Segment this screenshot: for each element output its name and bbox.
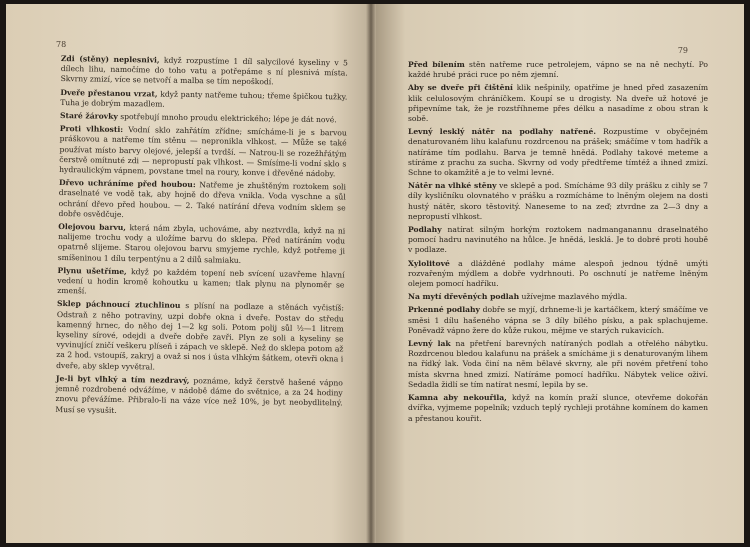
paragraph-heading: Levný lak: [408, 339, 451, 349]
paragraph: [408, 292, 708, 302]
paragraph-heading: Olejovou barvu,: [58, 222, 127, 233]
paragraph-heading: Dřevo uchráníme před houbou:: [58, 178, 196, 190]
paragraph: [55, 374, 343, 419]
open-book: [6, 4, 744, 543]
paragraph: [60, 111, 347, 126]
paragraph-body: užívejme mazlavého mýdla.: [521, 292, 628, 302]
paragraph-body: klik nešpinily, opatříme je hned před zasazením klik celulosovým chráníčkem. Koupí se u drogisty. Na dveře už hotové je připevníme tak, že je rozstříhneme přes délku a nasadíme z obou stran k sobě.: [408, 83, 709, 124]
paragraph-heading: Prkenné podlahy: [408, 305, 480, 315]
paragraph: [408, 393, 708, 424]
paragraph-heading: Kamna aby nekouřila,: [408, 393, 507, 403]
paragraph: [408, 225, 708, 256]
paragraph-heading: Je-li byt vlhký a tím nezdravý,: [55, 373, 190, 385]
paragraph-body: stěn natřeme ruce petrolejem, vápno se na ně nechytí. Po každé hrubé práci ruce po něm zjemní.: [408, 60, 708, 80]
paragraph-heading: Xylolitové: [408, 258, 450, 268]
paragraph: [58, 178, 346, 223]
paragraph-heading: Před bílením: [408, 60, 465, 69]
paragraph-body: poznáme, když čerstvě hašené vápno jemně rozdrobené odvážíme, v nádobě dáme do světnice, a za 24 hodiny znovu převážíme. Přibralo-li na váze více než 10%, je byt neobydlitelný. Musí se vysušit.: [55, 376, 343, 415]
right-page-text: [408, 60, 708, 427]
right-page: [376, 4, 744, 543]
paragraph-body: Vodní sklo zahřátím zřídne; smícháme-li je s barvou práškovou a natřeme tím stěnu — nepronikla vlhkost. — Může se také používat místo barvy olejové, jelepší a tvrdší. — Natrou-li se rozežhřátým čerstvě omítnuté zdi — nepropustí pak vlhkost. — Smísíme-li vodní sklo s hydraulickým vápnem, povstane tmel na roury, konve i dřevěné nádoby.: [59, 125, 347, 179]
paragraph-heading: Podlahy: [408, 225, 442, 235]
paragraph: [408, 305, 708, 336]
paragraph-body: ve sklepě a pod. Smícháme 93 díly prášku z cihly se 7 díly kysličníku olovnatého v prášku a rozmícháme to lněným olejem na dosti hustý nátěr, skoro těstovitý. Naneseme to na zeď; ztvrdne za 2—3 dny a nepropustí vlhkost.: [408, 181, 708, 221]
left-page: [6, 4, 376, 543]
paragraph-body: která nám zbyla, uchováme, aby neztvrdla, když na ni nalijeme trochu vody a uložíme barvu do sklepa. Před natíráním vodu opatrně slijeme. Starou olejovou barvu smyjeme rychle, když potřeme ji smíšeninou 1 dílu terpentýnu a 2 dílů salmiaku.: [57, 223, 346, 265]
paragraph-body: dobře se myjí, drhneme-li je kartáčkem, který smáčíme ve směsi 1 dílu hašeného vápna se 3 díly bílého písku, a pak splachujeme. Poněvadž vápno žere do kůže rukou, mějme ve starých rukavicích.: [408, 305, 709, 335]
page-number-left: 78: [56, 40, 67, 49]
paragraph-heading: Plynu ušetříme,: [57, 265, 127, 276]
paragraph-body: s plísní na podlaze a stěnách vyčistíš: Odstraň z něho potraviny, uzpi dobře okna i dveře. Postav do středu kamenný hrnec, do něho dej 1—2 kg soli. Potom polij sůl ½—1 litrem kyseliny sírové, odejdi a dveře dobře zavři. Plyn ze soli a kyseliny se vyvinující zničí veškeru plíseň i zápach ve sklepě. Než do sklepa potom až za 2 hod. vstoupíš, zakryj a ovaž si nos i ústa vlhkým šátkem, otevři okna i dveře, aby sklep vyvětral.: [56, 301, 345, 372]
paragraph-body: natírat silným horkým roztokem nadmanganannu draselnatého pomocí hadru navinutého na hůlce. Je hnědá, lesklá. Je to dobré proti houbě v podlaze.: [408, 225, 708, 255]
paragraph: [408, 83, 708, 124]
paragraph-heading: Na mytí dřevěných podlah: [408, 292, 520, 302]
paragraph-body: a dlážděné podlahy máme alespoň jednou týdně umýti rozvařeným mýdlem a dobře vydrhnouti. Po oschnutí je natřeme lněným olejem pomocí hadříku.: [408, 258, 708, 289]
paragraph-heading: Nátěr na vlhké stěny: [408, 181, 497, 191]
paragraph-body: na přetření barevných natíraných podlah a otřelého nábytku. Rozdrcenou bledou kalafunu na prášek a smícháme ji s denaturovaným lihem na řídký lak. Voda činí na něm bělavé skvrny, ale při novém přetření toho místa skvrna hned zmizí. Natíráme pomocí hadříku. Nábytek velice oživí. Sedadla židlí se tím natírat nesmí, lepila by se.: [408, 339, 708, 389]
page-number-right: 79: [677, 46, 688, 55]
paragraph-heading: Sklep páchnoucí ztuchlinou: [57, 299, 181, 311]
paragraph-heading: Staré žárovky: [59, 111, 118, 121]
paragraph-heading: Proti vlhkosti:: [59, 124, 124, 135]
paragraph: [60, 88, 347, 113]
paragraph-heading: Levný lesklý nátěr na podlahy natřené.: [408, 127, 596, 137]
paragraph: [56, 299, 344, 375]
left-page-text: [55, 54, 348, 422]
paragraph-body: když na komín praží slunce, otevřeme dokořán dvířka, vyjmeme popelník; vzduch teplý rychleji protáhne komínem do kamen a přestanou kouřit.: [408, 393, 709, 423]
paragraph-body: Natřeme je zhuštěným roztokem soli draselnaté ve vodě tak, aby hojně do dřeva vnikla. Voda vyschne a sůl ochrání dřevo před houbou. — 2. Také natírání dřeva vodním sklem se dobře osvědčuje.: [58, 180, 346, 219]
paragraph-body: spotřebují mnoho proudu elektrického; lépe je dát nové.: [120, 111, 337, 125]
paragraph-body: když po každém topení neb svícení uzavřeme hlavní vedení u hodin kromě kohoutku u kamen; tlak plynu na plynoměr se zmenší.: [57, 266, 345, 296]
paragraph: [57, 266, 344, 301]
paragraph-heading: Aby se dveře při čištění: [408, 83, 513, 93]
paragraph-heading: Zdi (stěny) neplesnivi,: [60, 54, 160, 65]
paragraph-body: když panty natřeme tuhou; třeme špičkou tužky. Tuha je dobrým mazadlem.: [60, 89, 348, 109]
paragraph: [408, 60, 708, 80]
paragraph: [408, 181, 708, 222]
paragraph-body: Rozpustíme v obyčejném denaturovaném lihu kalafunu rozdrcenou na prášek; smáčíme v tom hadřík a natíráme tím podlahu. Barva je temně hnědá. Podlahy takové meteme a stíráme z prachu za sucha. Skvrny od vody předtřeme tímtéž a ihned zmizí. Schne to okamžitě a je to velmi levné.: [408, 127, 708, 178]
paragraph: [408, 259, 708, 290]
paragraph: [59, 124, 347, 180]
paragraph: [58, 222, 346, 267]
paragraph: [408, 339, 708, 390]
paragraph-body: když rozpustíme 1 díl salycilové kyseliny v 5 dílech lihu, namočíme do toho vatu a potřepáme s ní plesnivá místa. Skvrny zmizí, více se netvoří a malba se tím nepoškodí.: [60, 55, 348, 87]
paragraph: [408, 127, 708, 178]
paragraph-heading: Dveře přestanou vrzat,: [60, 87, 158, 99]
paragraph: [61, 54, 348, 89]
